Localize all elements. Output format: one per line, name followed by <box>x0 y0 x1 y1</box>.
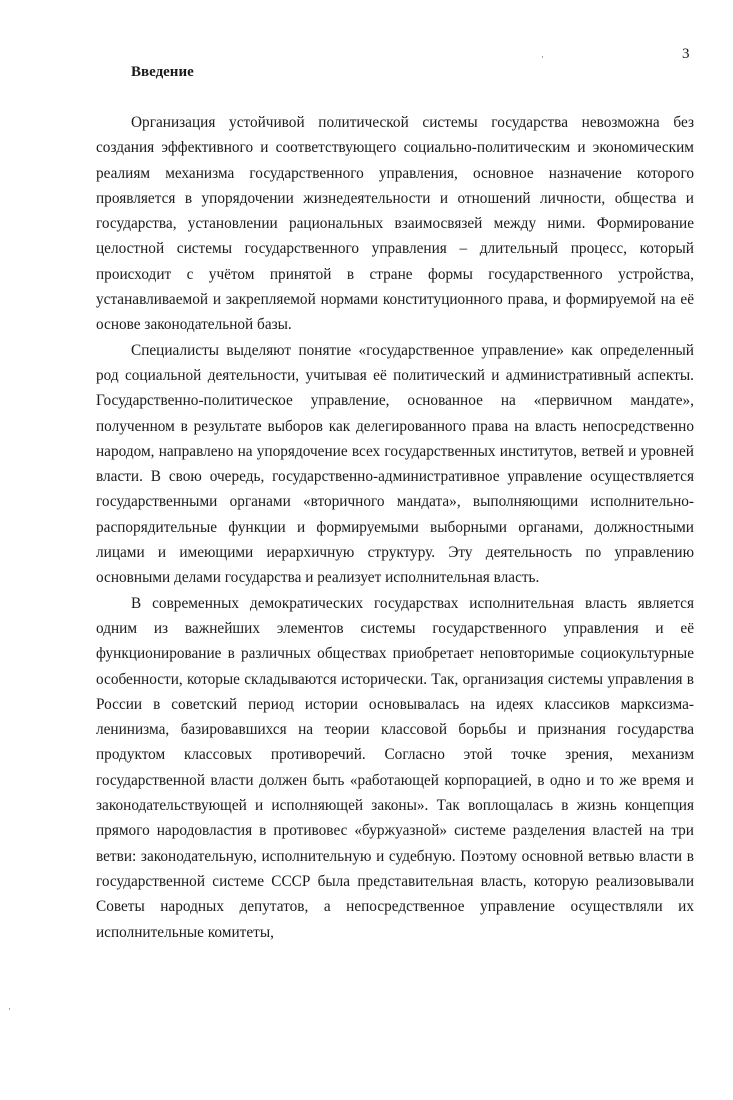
scan-speck: · <box>8 1004 11 1014</box>
body-text <box>96 110 694 945</box>
paragraph: Специалисты выделяют понятие «государственное управление» как определенный род социальной деятельности, учитывая её политический и административный аспекты. Государственно-политическое управление, основанное на «первичном мандате», полученном в результате выборов как делегированного права на власть непосредственно народом, направлено на упорядочение всех государственных институтов, ветвей и уровней власти. В свою очередь, государственно-административное управление осуществляется государственными органами «вторичного мандата», выполняющими исполнительно-распорядительные функции и формируемыми выборными органами, должностными лицами и имеющими иерархичную структуру. Эту деятельность по управлению основными делами государства и реализует исполнительная власть. <box>96 341 694 587</box>
section-heading: Введение <box>131 64 194 80</box>
scan-speck: · <box>541 52 544 62</box>
paragraph: В современных демократических государствах исполнительная власть является одним из важнейших элементов системы государственного управления и её функционирование в различных обществах приобретает неповторимые социокультурные особенности, которые складываются исторически. Так, организация системы управления в России в советский период истории основывалась на идеях классиков марксизма-ленинизма, базировавшихся на теории классовой борьбы и признания государства продуктом классовых противоречий. Согласно этой точке зрения, механизм государственной власти должен быть «работающей корпорацией, в одно и то же время и законодательствующей и исполняющей законы». Так воплощалась в жизнь концепция прямого народовластия в противовес «буржуазной» системе разделения властей на три ветви: законодательную, исполнительную и судебную. Поэтому основной ветвью власти в государственной системе СССР была представительная власть, которую реализовывали Советы народных депутатов, а непосредственное управление осуществляли их исполнительные комитеты, <box>96 594 694 941</box>
page-number: 3 <box>682 46 690 62</box>
paragraph: Организация устойчивой политической системы государства невозможна без создания эффективного и соответствующего социально-политическим и экономическим реалиям механизма государственного управления, основное назначение которого проявляется в упорядочении жизнедеятельности и отношений личности, общества и государства, установлении рациональных взаимосвязей между ними. Формирование целостной системы государственного управления – длительный процесс, который происходит с учётом принятой в стране формы государственного устройства, устанавливаемой и закрепляемой нормами конституционного права, и формируемой на её основе законодательной базы. <box>96 114 694 334</box>
